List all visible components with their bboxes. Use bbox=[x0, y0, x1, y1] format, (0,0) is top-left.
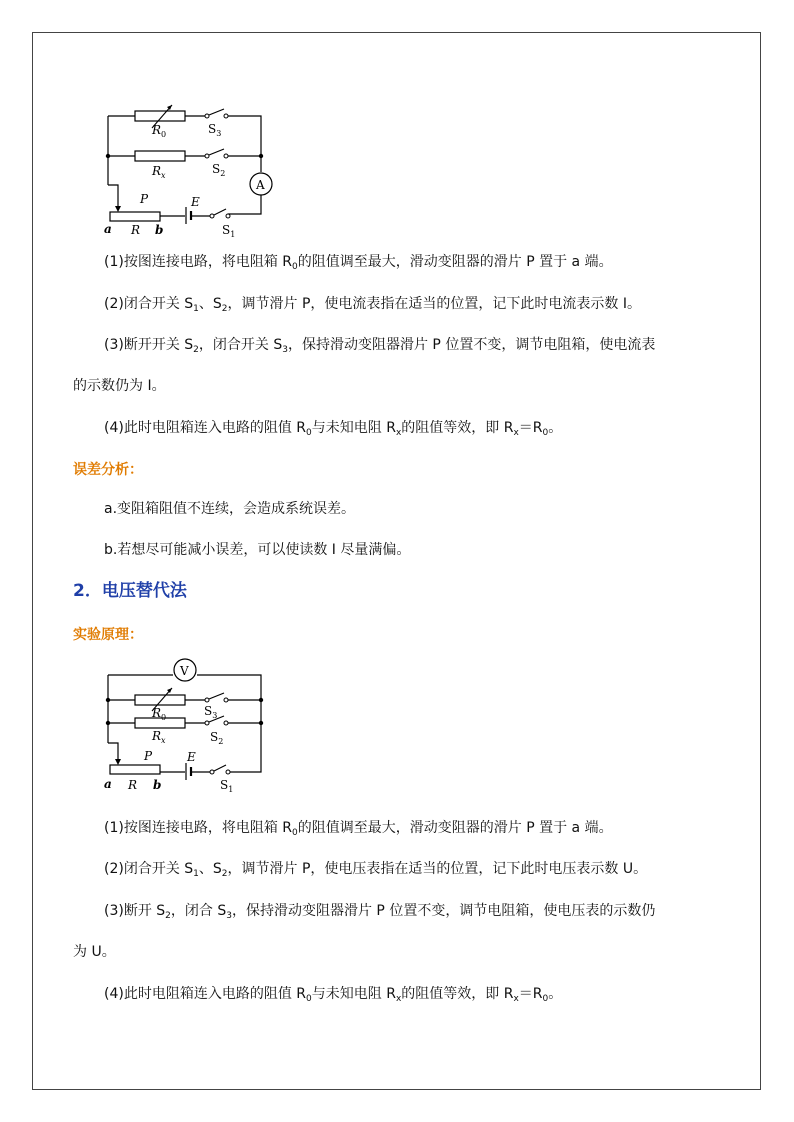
s1-step2: (2)闭合开关 $S_1$、$S_2$，调节滑片 P，使电流表指在适当的位置，记下此时电流表示数 I。 bbox=[104, 296, 642, 314]
c2-label-s2-sub: 2 bbox=[218, 737, 224, 746]
s1-step3: (3)断开开关 $S_2$，闭合开关 $S_3$，保持滑动变阻器滑片 P 位置不变，调节电阻箱，使电流表 bbox=[104, 337, 656, 355]
svg-text:Rx bbox=[151, 164, 166, 180]
c2-label-s2: S bbox=[210, 730, 219, 744]
s1-step4: (4)此时电阻箱连入电路的阻值 $R_0$与未知电阻 $R_x$的阻值等效，即 $R_x=R_0$。 bbox=[104, 420, 563, 438]
c2-label-r0: R bbox=[152, 706, 162, 720]
c2-label-rx-sub: x bbox=[161, 736, 166, 745]
voltage-substitution-circuit bbox=[100, 655, 285, 800]
label-s3-sub: 3 bbox=[216, 129, 222, 138]
label-s2-sub: 2 bbox=[220, 169, 226, 178]
section2-heading: 2．电压替代法 bbox=[73, 581, 187, 601]
c2-label-r: R bbox=[128, 778, 138, 792]
label-b: b bbox=[155, 223, 164, 237]
c2-label-e: E bbox=[187, 750, 196, 764]
svg-text:S1 bbox=[220, 778, 233, 794]
s2-step2: (2)闭合开关 $S_1$、$S_2$，调节滑片 P，使电压表指在适当的位置，记下此时电压表示数 U。 bbox=[104, 861, 648, 879]
error-point-b: b.若想尽可能减小误差，可以使读数 I 尽量满偏。 bbox=[104, 542, 411, 558]
c2-label-r0-sub: 0 bbox=[161, 713, 167, 722]
s2-step3-line2: 为 U。 bbox=[73, 944, 116, 960]
label-rx-sub: x bbox=[161, 171, 166, 180]
label-s2: S bbox=[212, 162, 221, 176]
error-point-a: a.变阻箱阻值不连续，会造成系统误差。 bbox=[104, 501, 356, 517]
error-analysis-title: 误差分析： bbox=[73, 462, 143, 478]
svg-text:S2 bbox=[210, 730, 223, 746]
label-r0: R bbox=[152, 123, 162, 137]
s2-step1: (1)按图连接电路，将电阻箱 $R_0$的阻值调至最大，滑动变阻器的滑片 P 置于 a 端。 bbox=[104, 820, 613, 838]
label-a: a bbox=[104, 222, 112, 236]
svg-text:R0 bbox=[151, 123, 166, 139]
label-r: R bbox=[131, 223, 141, 237]
s1-step3-line2: 的示数仍为 I。 bbox=[73, 378, 166, 394]
c2-label-rx: R bbox=[152, 729, 162, 743]
c2-label-s1: S bbox=[220, 778, 229, 792]
ammeter-label: A bbox=[256, 178, 265, 192]
label-r0-sub: 0 bbox=[161, 130, 167, 139]
label-p: P bbox=[140, 192, 149, 206]
c2-label-b: b bbox=[153, 778, 162, 792]
c2-label-p: P bbox=[144, 749, 153, 763]
label-s1: S bbox=[222, 223, 231, 237]
c2-label-s3-sub: 3 bbox=[212, 711, 218, 720]
svg-text:S3 bbox=[208, 122, 221, 138]
voltmeter-label: V bbox=[180, 664, 189, 678]
c2-label-a: a bbox=[104, 777, 112, 791]
label-s1-sub: 1 bbox=[230, 230, 236, 239]
s2-step4: (4)此时电阻箱连入电路的阻值 $R_0$与未知电阻 $R_x$的阻值等效，即 $R_x=R_0$。 bbox=[104, 986, 563, 1004]
label-rx: R bbox=[152, 164, 162, 178]
c2-label-s3: S bbox=[204, 704, 213, 718]
svg-text:R0 bbox=[151, 706, 166, 722]
svg-text:S3 bbox=[204, 704, 217, 720]
label-e: E bbox=[191, 195, 200, 209]
label-s3: S bbox=[208, 122, 217, 136]
svg-text:S2 bbox=[212, 162, 225, 178]
svg-text:Rx bbox=[151, 729, 166, 745]
principle-title: 实验原理： bbox=[73, 627, 143, 643]
s2-step3: (3)断开 $S_2$，闭合 $S_3$，保持滑动变阻器滑片 P 位置不变，调节电阻箱，使电压表的示数仍 bbox=[104, 903, 656, 921]
current-substitution-circuit bbox=[100, 100, 285, 245]
svg-text:S1 bbox=[222, 223, 235, 239]
s1-step1: (1)按图连接电路，将电阻箱 $R_0$的阻值调至最大，滑动变阻器的滑片 P 置于 a 端。 bbox=[104, 254, 613, 272]
c2-label-s1-sub: 1 bbox=[228, 785, 234, 794]
